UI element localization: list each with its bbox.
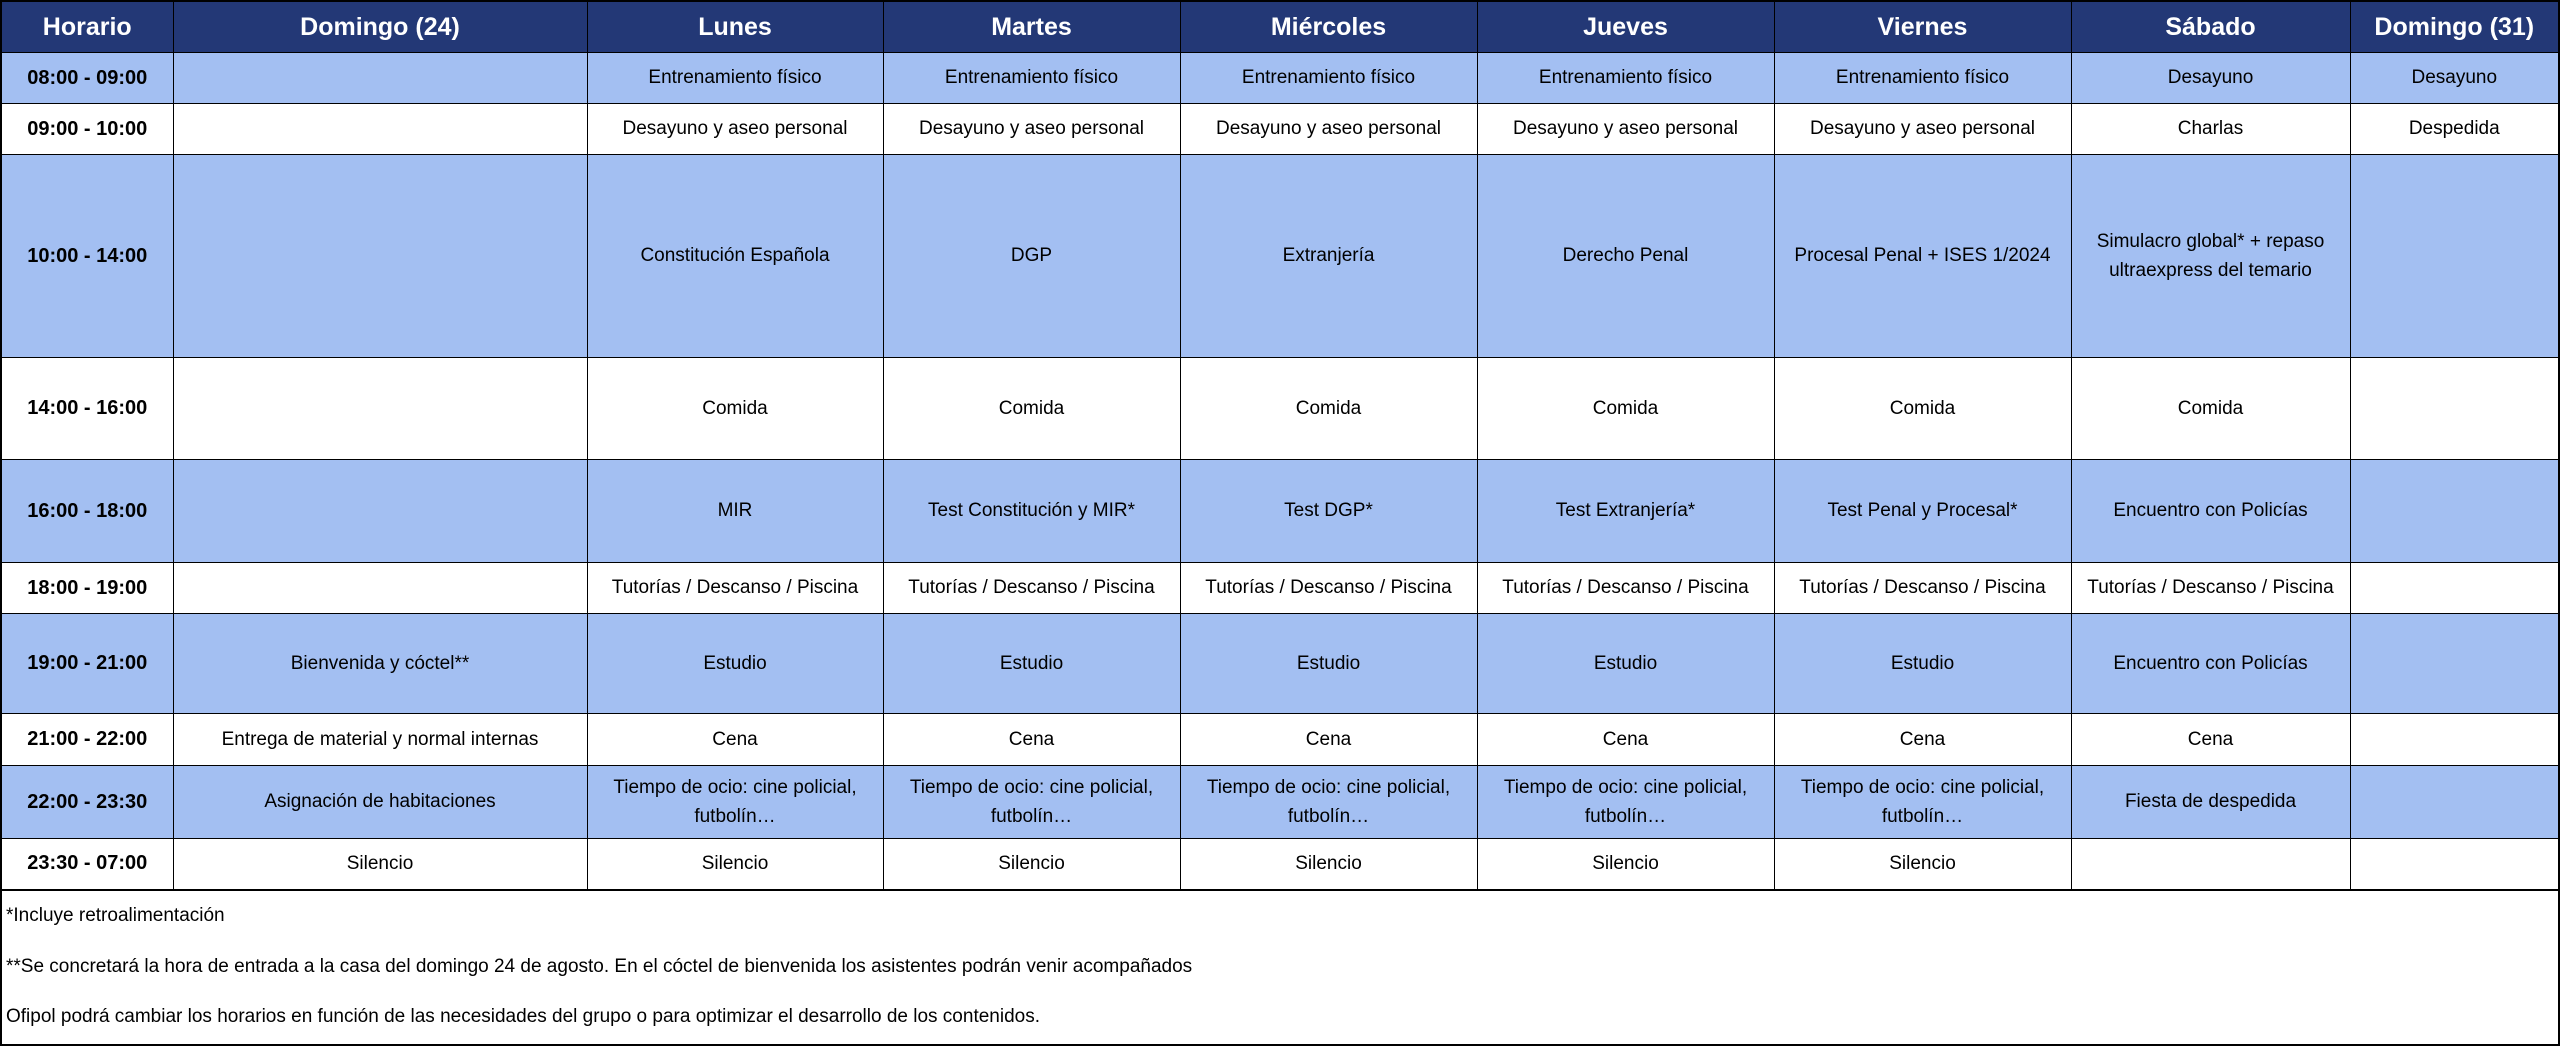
activity-cell: [2350, 460, 2559, 563]
activity-cell: Estudio: [1477, 614, 1774, 714]
activity-cell: Estudio: [883, 614, 1180, 714]
activity-cell: Tutorías / Descanso / Piscina: [1180, 563, 1477, 614]
activity-cell: Comida: [1180, 358, 1477, 460]
activity-cell: Tiempo de ocio: cine policial, futbolín…: [1180, 766, 1477, 839]
activity-cell: Encuentro con Policías: [2071, 460, 2350, 563]
activity-cell: Tiempo de ocio: cine policial, futbolín…: [587, 766, 883, 839]
activity-cell: Cena: [1477, 714, 1774, 766]
activity-cell: Bienvenida y cóctel**: [173, 614, 587, 714]
activity-cell: [173, 155, 587, 358]
schedule-row: [1, 614, 2559, 714]
header-miercoles: Miércoles: [1180, 1, 1477, 53]
activity-cell: Tutorías / Descanso / Piscina: [587, 563, 883, 614]
activity-cell: Silencio: [1774, 839, 2071, 890]
activity-cell: Entrenamiento físico: [883, 53, 1180, 104]
activity-cell: Desayuno: [2071, 53, 2350, 104]
activity-cell: [2350, 563, 2559, 614]
activity-cell: Fiesta de despedida: [2071, 766, 2350, 839]
time-slot-cell: 09:00 - 10:00: [1, 104, 173, 155]
time-slot-cell: 16:00 - 18:00: [1, 460, 173, 563]
schedule-row: [1, 155, 2559, 358]
activity-cell: [2350, 358, 2559, 460]
activity-cell: Despedida: [2350, 104, 2559, 155]
activity-cell: [173, 104, 587, 155]
activity-cell: DGP: [883, 155, 1180, 358]
activity-cell: Cena: [1180, 714, 1477, 766]
activity-cell: Tutorías / Descanso / Piscina: [1477, 563, 1774, 614]
activity-cell: Comida: [1774, 358, 2071, 460]
header-viernes: Viernes: [1774, 1, 2071, 53]
header-sabado: Sábado: [2071, 1, 2350, 53]
header-lunes: Lunes: [587, 1, 883, 53]
activity-cell: Comida: [883, 358, 1180, 460]
footnote-1: *Incluye retroalimentación: [6, 905, 225, 926]
activity-cell: Asignación de habitaciones: [173, 766, 587, 839]
activity-cell: Silencio: [1477, 839, 1774, 890]
activity-cell: Cena: [587, 714, 883, 766]
activity-cell: Desayuno y aseo personal: [587, 104, 883, 155]
activity-cell: Entrenamiento físico: [587, 53, 883, 104]
schedule-row: [1, 104, 2559, 155]
activity-cell: Test DGP*: [1180, 460, 1477, 563]
activity-cell: Tiempo de ocio: cine policial, futbolín…: [1774, 766, 2071, 839]
activity-cell: Tutorías / Descanso / Piscina: [2071, 563, 2350, 614]
activity-cell: Silencio: [883, 839, 1180, 890]
time-slot-cell: 08:00 - 09:00: [1, 53, 173, 104]
time-slot-cell: 18:00 - 19:00: [1, 563, 173, 614]
schedule-row: [1, 460, 2559, 563]
header-row: [1, 1, 2559, 53]
time-slot-cell: 22:00 - 23:30: [1, 766, 173, 839]
footnote-3: Ofipol podrá cambiar los horarios en función de las necesidades del grupo o para optimizar el desarrollo de los contenidos.: [6, 1006, 1040, 1027]
activity-cell: Estudio: [587, 614, 883, 714]
time-slot-cell: 19:00 - 21:00: [1, 614, 173, 714]
schedule-row: [1, 358, 2559, 460]
time-slot-cell: 10:00 - 14:00: [1, 155, 173, 358]
activity-cell: Comida: [587, 358, 883, 460]
activity-cell: Test Extranjería*: [1477, 460, 1774, 563]
activity-cell: MIR: [587, 460, 883, 563]
header-martes: Martes: [883, 1, 1180, 53]
activity-cell: Entrenamiento físico: [1774, 53, 2071, 104]
activity-cell: Cena: [1774, 714, 2071, 766]
activity-cell: Silencio: [173, 839, 587, 890]
activity-cell: [173, 53, 587, 104]
activity-cell: Desayuno y aseo personal: [883, 104, 1180, 155]
time-slot-cell: 23:30 - 07:00: [1, 839, 173, 890]
activity-cell: Tiempo de ocio: cine policial, futbolín…: [883, 766, 1180, 839]
activity-cell: Extranjería: [1180, 155, 1477, 358]
footnote-2: **Se concretará la hora de entrada a la casa del domingo 24 de agosto. En el cóctel de bienvenida los asistentes podrán venir acompañados: [6, 956, 1193, 977]
activity-cell: [2350, 766, 2559, 839]
activity-cell: [173, 563, 587, 614]
activity-cell: [2350, 839, 2559, 890]
schedule-row: [1, 839, 2559, 890]
activity-cell: Entrenamiento físico: [1477, 53, 1774, 104]
schedule-row: [1, 53, 2559, 104]
activity-cell: Charlas: [2071, 104, 2350, 155]
activity-cell: Estudio: [1774, 614, 2071, 714]
activity-cell: Encuentro con Policías: [2071, 614, 2350, 714]
activity-cell: Cena: [883, 714, 1180, 766]
header-jueves: Jueves: [1477, 1, 1774, 53]
activity-cell: Silencio: [587, 839, 883, 890]
activity-cell: Simulacro global* + repaso ultraexpress del temario: [2071, 155, 2350, 358]
activity-cell: Test Constitución y MIR*: [883, 460, 1180, 563]
activity-cell: Comida: [2071, 358, 2350, 460]
activity-cell: Procesal Penal + ISES 1/2024: [1774, 155, 2071, 358]
schedule-row: [1, 766, 2559, 839]
activity-cell: Derecho Penal: [1477, 155, 1774, 358]
activity-cell: Silencio: [1180, 839, 1477, 890]
activity-cell: [2071, 839, 2350, 890]
activity-cell: Constitución Española: [587, 155, 883, 358]
time-slot-cell: 21:00 - 22:00: [1, 714, 173, 766]
time-slot-cell: 14:00 - 16:00: [1, 358, 173, 460]
activity-cell: [173, 358, 587, 460]
activity-cell: Comida: [1477, 358, 1774, 460]
activity-cell: Desayuno: [2350, 53, 2559, 104]
activity-cell: [2350, 614, 2559, 714]
activity-cell: Tutorías / Descanso / Piscina: [1774, 563, 2071, 614]
schedule-row: [1, 714, 2559, 766]
activity-cell: Tutorías / Descanso / Piscina: [883, 563, 1180, 614]
activity-cell: Entrenamiento físico: [1180, 53, 1477, 104]
activity-cell: [173, 460, 587, 563]
activity-cell: [2350, 714, 2559, 766]
header-domingo-24: Domingo (24): [173, 1, 587, 53]
schedule-row: [1, 563, 2559, 614]
activity-cell: Cena: [2071, 714, 2350, 766]
activity-cell: [2350, 155, 2559, 358]
activity-cell: Desayuno y aseo personal: [1774, 104, 2071, 155]
header-horario: Horario: [1, 1, 173, 53]
activity-cell: Desayuno y aseo personal: [1477, 104, 1774, 155]
header-domingo-31: Domingo (31): [2350, 1, 2559, 53]
activity-cell: Tiempo de ocio: cine policial, futbolín…: [1477, 766, 1774, 839]
activity-cell: Estudio: [1180, 614, 1477, 714]
activity-cell: Test Penal y Procesal*: [1774, 460, 2071, 563]
activity-cell: Entrega de material y normal internas: [173, 714, 587, 766]
activity-cell: Desayuno y aseo personal: [1180, 104, 1477, 155]
footnotes: [0, 891, 2560, 1046]
